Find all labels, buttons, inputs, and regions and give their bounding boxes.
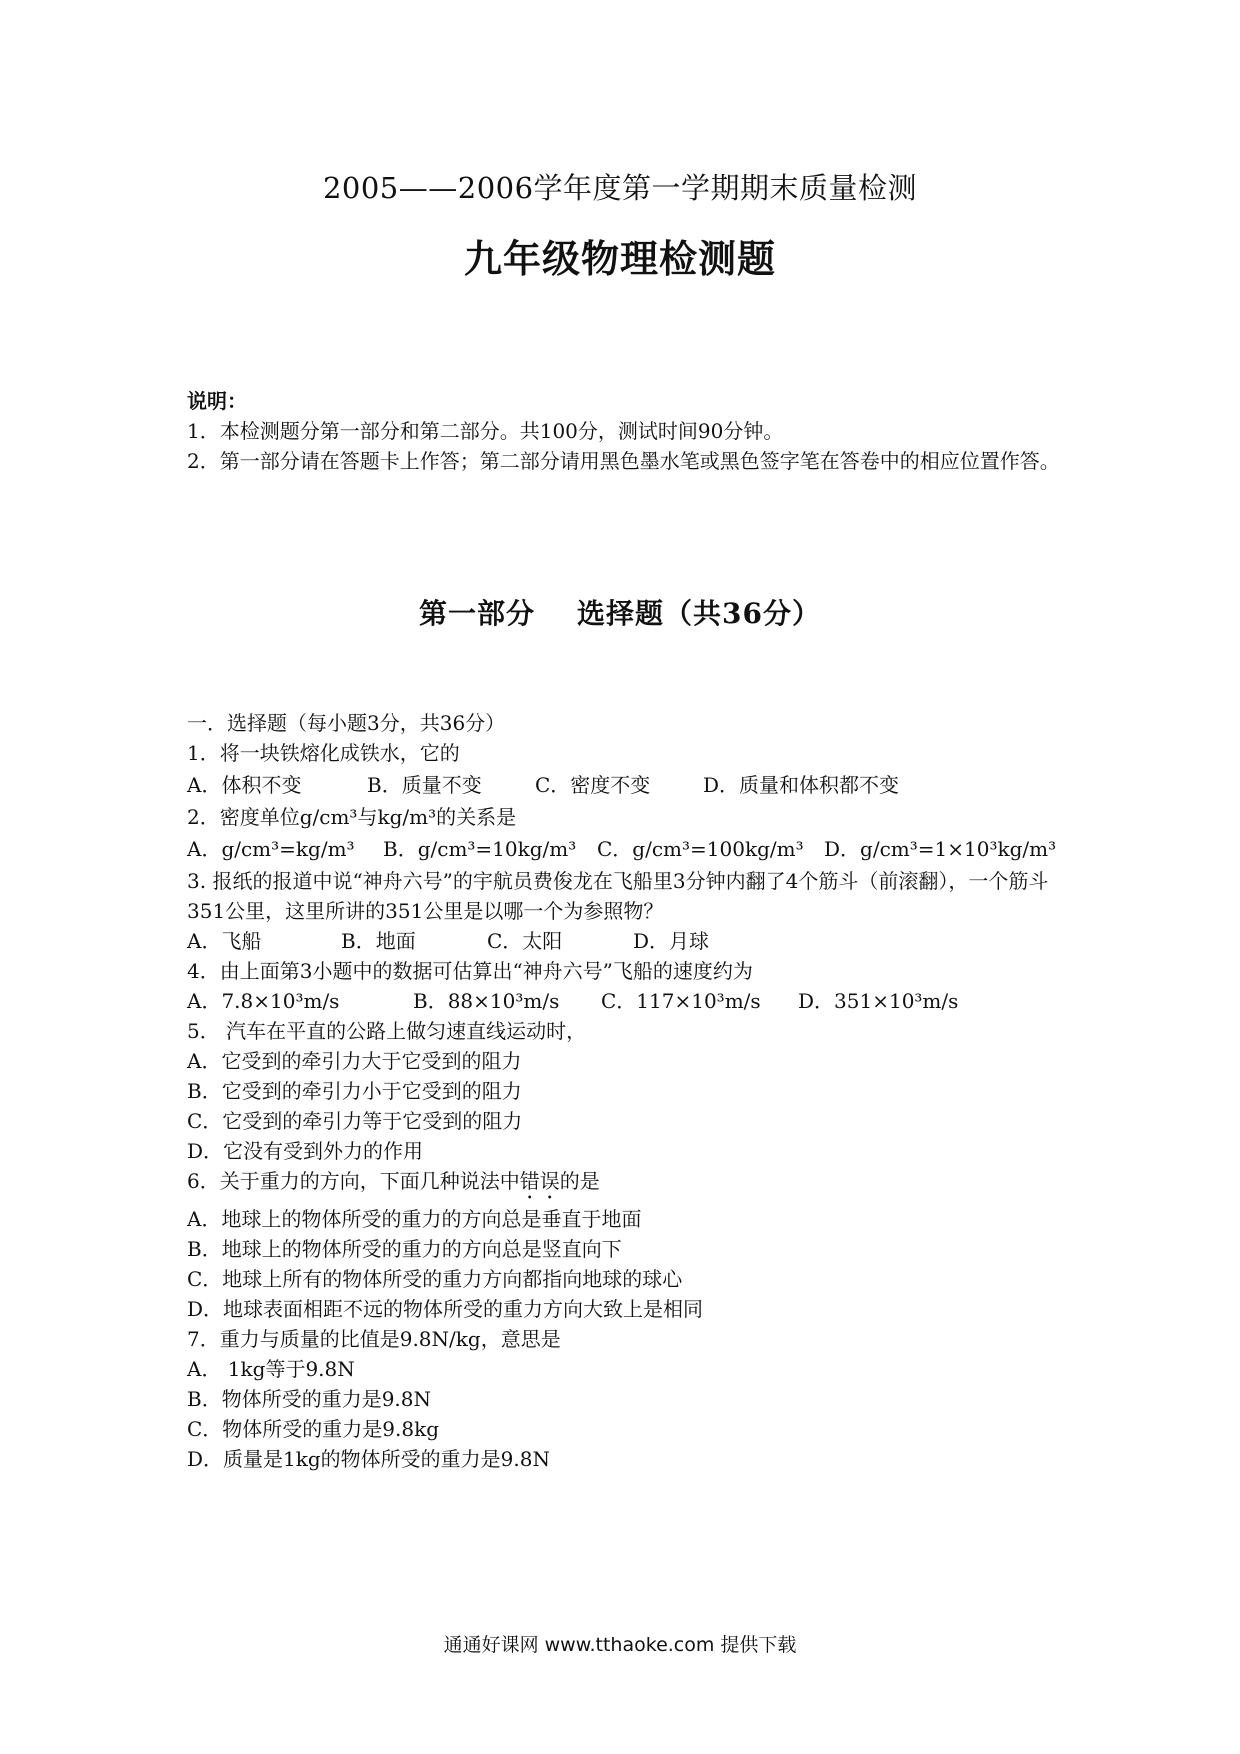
instruction-item: 2．第一部分请在答题卡上作答；第二部分请用黑色墨水笔或黑色签字笔在答卷中的相应位置作答。 [187, 449, 1060, 473]
option: C．密度不变 [535, 773, 651, 797]
option: B．物体所受的重力是9.8N [187, 1387, 432, 1411]
question-stem: 7．重力与质量的比值是9.8N/kg，意思是 [187, 1327, 561, 1351]
question-options [187, 768, 1067, 802]
option: B．地球上的物体所受的重力的方向总是竖直向下 [187, 1237, 622, 1261]
question-options [187, 986, 1067, 1016]
option: B．g/cm³=10kg/m³ [383, 837, 577, 861]
exam-subtitle: 2005——2006学年度第一学期期末质量检测 [322, 171, 918, 205]
emphasized-word: 错误 [519, 1169, 560, 1193]
question-stem: 5． 汽车在平直的公路上做匀速直线运动时， [187, 1019, 587, 1043]
option: D．质量是1kg的物体所受的重力是9.8N [187, 1447, 550, 1471]
option: C．g/cm³=100kg/m³ [597, 837, 804, 861]
option: B．88×10³m/s [413, 989, 560, 1013]
option: A． 1kg等于9.8N [187, 1357, 355, 1381]
option: D．g/cm³=1×10³kg/m³ [824, 837, 1057, 861]
question-stem: 2．密度单位g/cm³与kg/m³的关系是 [187, 805, 517, 829]
option: B．它受到的牵引力小于它受到的阻力 [187, 1079, 522, 1103]
page-footer: 通通好课网 www.tthaoke.com 提供下载 [443, 1634, 797, 1656]
option: A．它受到的牵引力大于它受到的阻力 [187, 1049, 522, 1073]
option: A．飞船 [187, 929, 262, 953]
section-heading [0, 592, 1240, 632]
option: A．体积不变 [187, 773, 302, 797]
option: A．地球上的物体所受的重力的方向总是垂直于地面 [187, 1207, 642, 1231]
option: B．质量不变 [367, 773, 482, 797]
option: A．7.8×10³m/s [187, 989, 340, 1013]
option: D．月球 [633, 929, 710, 953]
option: D．它没有受到外力的作用 [187, 1139, 424, 1163]
question-options [187, 926, 1067, 956]
option: C．117×10³m/s [601, 989, 761, 1013]
option: C．太阳 [487, 929, 563, 953]
option: A．g/cm³=kg/m³ [187, 837, 355, 861]
instructions [187, 386, 1067, 476]
option: D．地球表面相距不远的物体所受的重力方向大致上是相同 [187, 1297, 704, 1321]
option: D．351×10³m/s [798, 989, 959, 1013]
stem-text: 的是 [559, 1169, 600, 1193]
question-stem [187, 1166, 1067, 1204]
exam-title: 九年级物理检测题 [463, 236, 776, 281]
option: C．它受到的牵引力等于它受到的阻力 [187, 1109, 523, 1133]
question-list [187, 708, 1067, 1474]
option: C．地球上所有的物体所受的重力方向都指向地球的球心 [187, 1267, 683, 1291]
option: D．质量和体积都不变 [703, 773, 900, 797]
option: C．物体所受的重力是9.8kg [187, 1417, 440, 1441]
question-stem: 1．将一块铁熔化成铁水，它的 [187, 741, 460, 765]
question-stem: 4．由上面第3小题中的数据可估算出“神舟六号”飞船的速度约为 [187, 959, 753, 983]
instructions-label: 说明： [187, 389, 247, 413]
section-name: 选择题（共36分） [577, 597, 821, 630]
option: B．地面 [341, 929, 416, 953]
question-options [187, 832, 1067, 866]
stem-text: 6．关于重力的方向，下面几种说法中 [187, 1169, 520, 1193]
instruction-item: 1．本检测题分第一部分和第二部分。共100分，测试时间90分钟。 [187, 419, 784, 443]
question-stem: 3. 报纸的报道中说“神舟六号”的宇航员费俊龙在飞船里3分钟内翻了4个筋斗（前滚翻），一个筋斗351公里，这里所讲的351公里是以哪一个为参照物？ [187, 869, 1049, 923]
section-intro: 一．选择题（每小题3分，共36分） [187, 711, 506, 735]
section-part: 第一部分 [419, 597, 536, 630]
